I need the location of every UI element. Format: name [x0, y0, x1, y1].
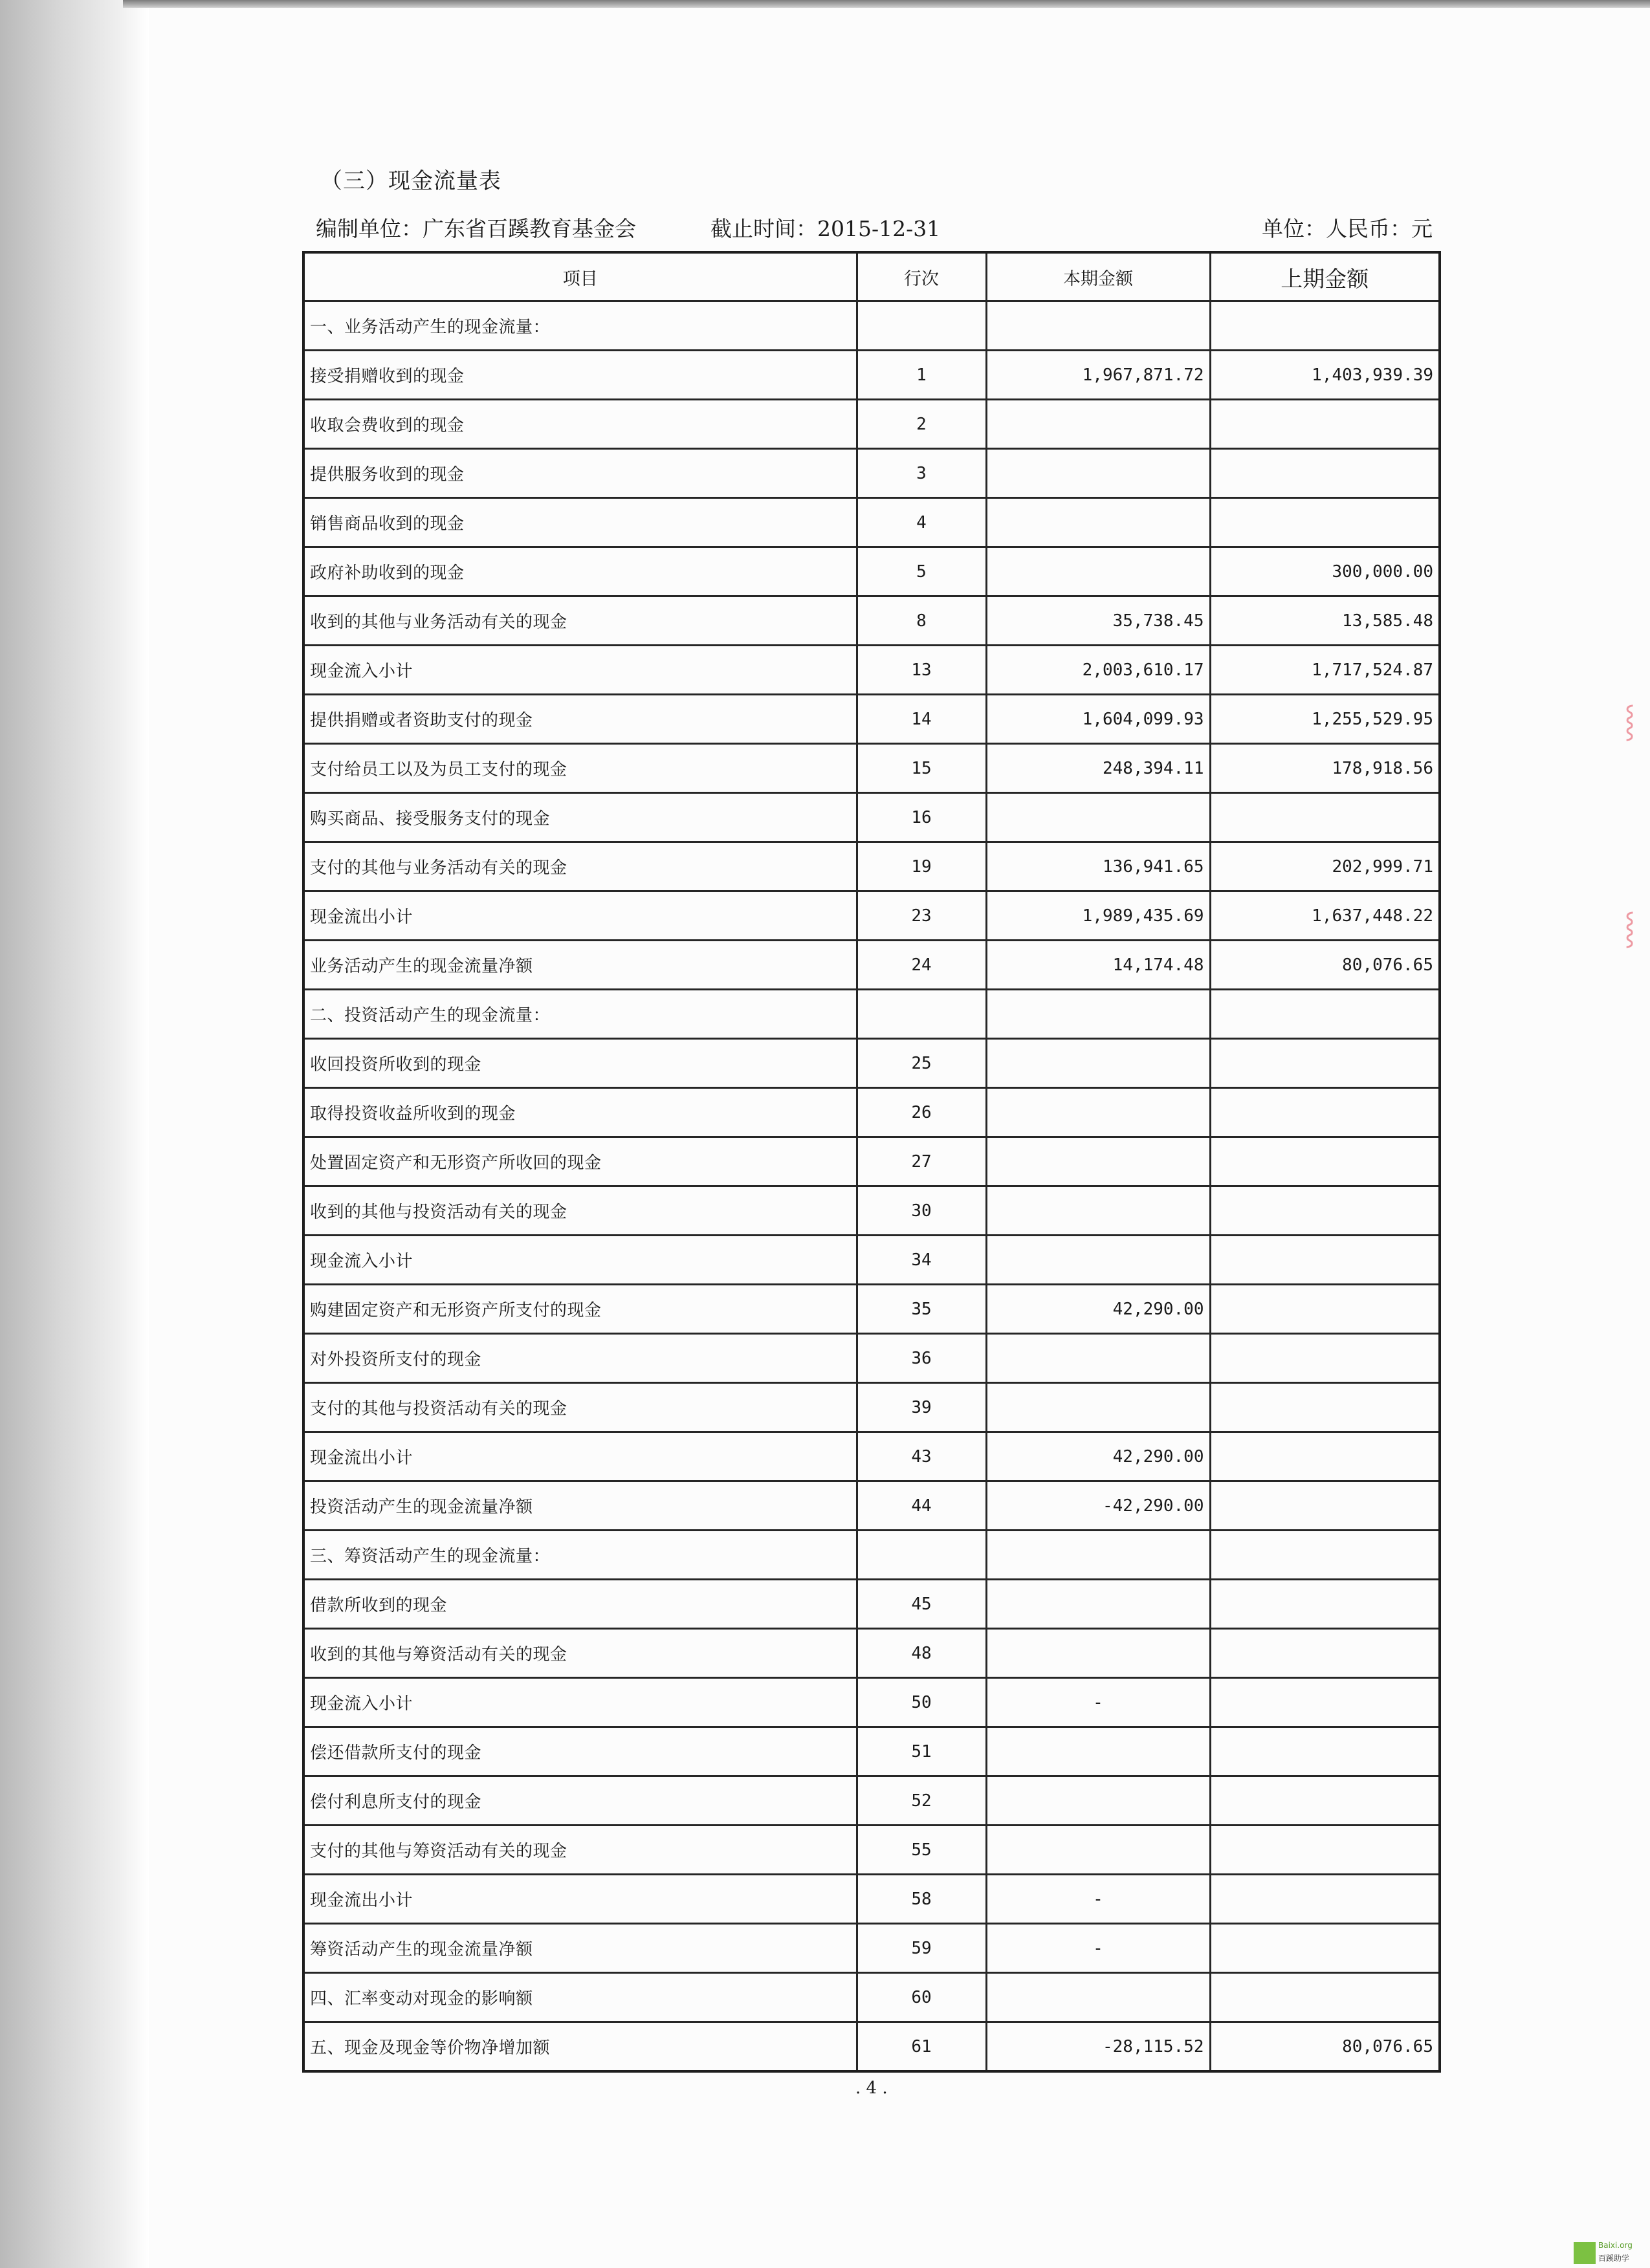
row-previous-amount	[1210, 1776, 1440, 1826]
row-item-label: 收取会费收到的现金	[303, 400, 857, 449]
table-row	[303, 1776, 1440, 1826]
table-row	[303, 1875, 1440, 1924]
row-previous-amount: 80,076.65	[1210, 941, 1440, 990]
row-line-number: 5	[857, 547, 986, 596]
row-item-label: 收到的其他与筹资活动有关的现金	[303, 1629, 857, 1678]
row-item-label: 借款所收到的现金	[303, 1580, 857, 1629]
row-line-number: 24	[857, 941, 986, 990]
row-current-amount	[986, 449, 1210, 498]
row-item-label: 处置固定资产和无形资产所收回的现金	[303, 1137, 857, 1186]
row-previous-amount	[1210, 1875, 1440, 1924]
row-line-number: 8	[857, 596, 986, 646]
logo-subtitle: 百蹊助学	[1598, 2254, 1630, 2263]
row-line-number	[857, 990, 986, 1039]
row-item-label: 现金流出小计	[303, 891, 857, 941]
watermark-logo	[1574, 2240, 1646, 2265]
row-previous-amount	[1210, 793, 1440, 842]
row-line-number: 39	[857, 1383, 986, 1432]
row-current-amount: 14,174.48	[986, 941, 1210, 990]
table-row	[303, 1236, 1440, 1285]
table-row	[303, 842, 1440, 891]
row-item-label: 销售商品收到的现金	[303, 498, 857, 547]
row-previous-amount: 80,076.65	[1210, 2022, 1440, 2071]
preparing-unit: 编制单位：广东省百蹊教育基金会	[316, 216, 636, 241]
row-line-number: 45	[857, 1580, 986, 1629]
row-line-number: 19	[857, 842, 986, 891]
row-current-amount: 136,941.65	[986, 842, 1210, 891]
row-current-amount	[986, 1236, 1210, 1285]
row-line-number: 48	[857, 1629, 986, 1678]
row-current-amount: 1,967,871.72	[986, 351, 1210, 400]
row-previous-amount	[1210, 1973, 1440, 2022]
row-previous-amount	[1210, 990, 1440, 1039]
table-row	[303, 891, 1440, 941]
column-header-current: 本期金额	[986, 252, 1210, 301]
row-previous-amount: 178,918.56	[1210, 744, 1440, 793]
red-stamp-fragment: ⸾	[1624, 910, 1636, 946]
table-row	[303, 695, 1440, 744]
row-line-number: 15	[857, 744, 986, 793]
row-item-label: 现金流入小计	[303, 646, 857, 695]
row-item-label: 现金流出小计	[303, 1432, 857, 1481]
table-row	[303, 400, 1440, 449]
row-current-amount: 2,003,610.17	[986, 646, 1210, 695]
table-row	[303, 1039, 1440, 1088]
table-row	[303, 1137, 1440, 1186]
row-line-number	[857, 1531, 986, 1580]
row-current-amount	[986, 1776, 1210, 1826]
row-current-amount	[986, 547, 1210, 596]
row-current-amount	[986, 1186, 1210, 1236]
row-line-number: 3	[857, 449, 986, 498]
row-current-amount	[986, 1088, 1210, 1137]
table-row	[303, 1924, 1440, 1973]
row-item-label: 四、汇率变动对现金的影响额	[303, 1973, 857, 2022]
row-previous-amount	[1210, 1580, 1440, 1629]
row-previous-amount	[1210, 449, 1440, 498]
table-row	[303, 1186, 1440, 1236]
row-current-amount: -	[986, 1678, 1210, 1727]
row-line-number: 30	[857, 1186, 986, 1236]
table-row	[303, 1481, 1440, 1531]
row-item-label: 提供服务收到的现金	[303, 449, 857, 498]
table-row	[303, 1826, 1440, 1875]
row-item-label: 偿付利息所支付的现金	[303, 1776, 857, 1826]
row-line-number: 14	[857, 695, 986, 744]
row-line-number	[857, 301, 986, 351]
logo-brand: Baixi.org	[1598, 2241, 1633, 2250]
currency-unit: 单位：人民币：元	[1262, 216, 1433, 241]
row-previous-amount	[1210, 1678, 1440, 1727]
row-line-number: 34	[857, 1236, 986, 1285]
row-previous-amount: 1,255,529.95	[1210, 695, 1440, 744]
table-row	[303, 596, 1440, 646]
logo-mark-icon	[1574, 2242, 1596, 2264]
row-item-label: 现金流入小计	[303, 1236, 857, 1285]
row-item-label: 政府补助收到的现金	[303, 547, 857, 596]
row-current-amount: -	[986, 1875, 1210, 1924]
row-line-number: 4	[857, 498, 986, 547]
cash-flow-table	[302, 251, 1441, 2073]
table-row	[303, 498, 1440, 547]
row-current-amount: -28,115.52	[986, 2022, 1210, 2071]
row-current-amount: 35,738.45	[986, 596, 1210, 646]
row-current-amount: 1,989,435.69	[986, 891, 1210, 941]
row-current-amount: -42,290.00	[986, 1481, 1210, 1531]
row-current-amount	[986, 1727, 1210, 1776]
row-item-label: 收回投资所收到的现金	[303, 1039, 857, 1088]
row-current-amount: 42,290.00	[986, 1432, 1210, 1481]
row-current-amount: 42,290.00	[986, 1285, 1210, 1334]
row-item-label: 购买商品、接受服务支付的现金	[303, 793, 857, 842]
row-previous-amount	[1210, 1137, 1440, 1186]
row-line-number: 16	[857, 793, 986, 842]
row-current-amount: 248,394.11	[986, 744, 1210, 793]
row-item-label: 现金流入小计	[303, 1678, 857, 1727]
scan-shadow	[0, 0, 149, 2268]
row-previous-amount	[1210, 1727, 1440, 1776]
table-row	[303, 1285, 1440, 1334]
table-row	[303, 990, 1440, 1039]
row-previous-amount	[1210, 1531, 1440, 1580]
row-item-label: 投资活动产生的现金流量净额	[303, 1481, 857, 1531]
table-row	[303, 1383, 1440, 1432]
table-row	[303, 301, 1440, 351]
row-previous-amount: 202,999.71	[1210, 842, 1440, 891]
row-current-amount	[986, 793, 1210, 842]
row-line-number: 43	[857, 1432, 986, 1481]
table-row	[303, 646, 1440, 695]
row-line-number: 61	[857, 2022, 986, 2071]
row-current-amount	[986, 1580, 1210, 1629]
row-line-number: 2	[857, 400, 986, 449]
row-line-number: 36	[857, 1334, 986, 1383]
table-row	[303, 1727, 1440, 1776]
row-previous-amount	[1210, 1285, 1440, 1334]
row-item-label: 现金流出小计	[303, 1875, 857, 1924]
table-row	[303, 1629, 1440, 1678]
row-item-label: 偿还借款所支付的现金	[303, 1727, 857, 1776]
row-previous-amount: 1,403,939.39	[1210, 351, 1440, 400]
row-line-number: 55	[857, 1826, 986, 1875]
row-line-number: 50	[857, 1678, 986, 1727]
column-header-line: 行次	[857, 252, 986, 301]
section-title: （三）现金流量表	[320, 168, 501, 194]
row-line-number: 25	[857, 1039, 986, 1088]
column-header-previous: 上期金额	[1210, 252, 1440, 301]
row-line-number: 26	[857, 1088, 986, 1137]
table-row	[303, 1580, 1440, 1629]
table-row	[303, 1678, 1440, 1727]
row-previous-amount	[1210, 1826, 1440, 1875]
row-item-label: 业务活动产生的现金流量净额	[303, 941, 857, 990]
row-item-label: 支付给员工以及为员工支付的现金	[303, 744, 857, 793]
row-previous-amount: 13,585.48	[1210, 596, 1440, 646]
row-current-amount	[986, 1383, 1210, 1432]
row-previous-amount	[1210, 1924, 1440, 1973]
row-current-amount	[986, 301, 1210, 351]
row-current-amount: 1,604,099.93	[986, 695, 1210, 744]
row-current-amount	[986, 1039, 1210, 1088]
table-row	[303, 2022, 1440, 2071]
row-line-number: 35	[857, 1285, 986, 1334]
table-header-row	[303, 252, 1440, 301]
row-item-label: 二、投资活动产生的现金流量：	[303, 990, 857, 1039]
row-item-label: 取得投资收益所收到的现金	[303, 1088, 857, 1137]
row-previous-amount: 1,637,448.22	[1210, 891, 1440, 941]
red-stamp-fragment: ⸾	[1624, 703, 1636, 739]
table-row	[303, 1531, 1440, 1580]
table-row	[303, 1973, 1440, 2022]
column-header-item: 项目	[303, 252, 857, 301]
row-previous-amount	[1210, 1088, 1440, 1137]
row-previous-amount	[1210, 1334, 1440, 1383]
row-current-amount	[986, 1973, 1210, 2022]
as-of-date: 截止时间：2015-12-31	[710, 216, 941, 241]
table-row	[303, 351, 1440, 400]
row-item-label: 收到的其他与业务活动有关的现金	[303, 596, 857, 646]
row-line-number: 52	[857, 1776, 986, 1826]
row-item-label: 对外投资所支付的现金	[303, 1334, 857, 1383]
row-item-label: 五、现金及现金等价物净增加额	[303, 2022, 857, 2071]
row-line-number: 27	[857, 1137, 986, 1186]
row-item-label: 筹资活动产生的现金流量净额	[303, 1924, 857, 1973]
row-item-label: 接受捐赠收到的现金	[303, 351, 857, 400]
row-item-label: 购建固定资产和无形资产所支付的现金	[303, 1285, 857, 1334]
table-row	[303, 1088, 1440, 1137]
row-previous-amount: 300,000.00	[1210, 547, 1440, 596]
row-current-amount	[986, 1629, 1210, 1678]
row-previous-amount	[1210, 1432, 1440, 1481]
table-row	[303, 1432, 1440, 1481]
row-previous-amount	[1210, 301, 1440, 351]
row-previous-amount	[1210, 1481, 1440, 1531]
row-item-label: 收到的其他与投资活动有关的现金	[303, 1186, 857, 1236]
table-row	[303, 547, 1440, 596]
row-current-amount	[986, 498, 1210, 547]
row-previous-amount	[1210, 1186, 1440, 1236]
row-item-label: 支付的其他与业务活动有关的现金	[303, 842, 857, 891]
page-number: . 4 .	[855, 2078, 888, 2098]
row-item-label: 提供捐赠或者资助支付的现金	[303, 695, 857, 744]
row-item-label: 支付的其他与筹资活动有关的现金	[303, 1826, 857, 1875]
table-row	[303, 449, 1440, 498]
row-line-number: 59	[857, 1924, 986, 1973]
row-current-amount	[986, 1334, 1210, 1383]
row-current-amount	[986, 1826, 1210, 1875]
row-previous-amount	[1210, 1383, 1440, 1432]
row-previous-amount	[1210, 498, 1440, 547]
row-current-amount	[986, 400, 1210, 449]
row-current-amount: -	[986, 1924, 1210, 1973]
row-previous-amount	[1210, 400, 1440, 449]
row-current-amount	[986, 1531, 1210, 1580]
row-previous-amount	[1210, 1629, 1440, 1678]
table-row	[303, 744, 1440, 793]
table-row	[303, 793, 1440, 842]
row-item-label: 支付的其他与投资活动有关的现金	[303, 1383, 857, 1432]
row-line-number: 60	[857, 1973, 986, 2022]
row-current-amount	[986, 990, 1210, 1039]
row-line-number: 13	[857, 646, 986, 695]
table-row	[303, 941, 1440, 990]
row-item-label: 三、筹资活动产生的现金流量：	[303, 1531, 857, 1580]
row-line-number: 1	[857, 351, 986, 400]
scan-edge	[123, 0, 1650, 8]
row-line-number: 23	[857, 891, 986, 941]
row-line-number: 44	[857, 1481, 986, 1531]
row-previous-amount	[1210, 1039, 1440, 1088]
table-row	[303, 1334, 1440, 1383]
row-previous-amount: 1,717,524.87	[1210, 646, 1440, 695]
row-line-number: 58	[857, 1875, 986, 1924]
row-item-label: 一、业务活动产生的现金流量：	[303, 301, 857, 351]
row-previous-amount	[1210, 1236, 1440, 1285]
row-line-number: 51	[857, 1727, 986, 1776]
row-current-amount	[986, 1137, 1210, 1186]
